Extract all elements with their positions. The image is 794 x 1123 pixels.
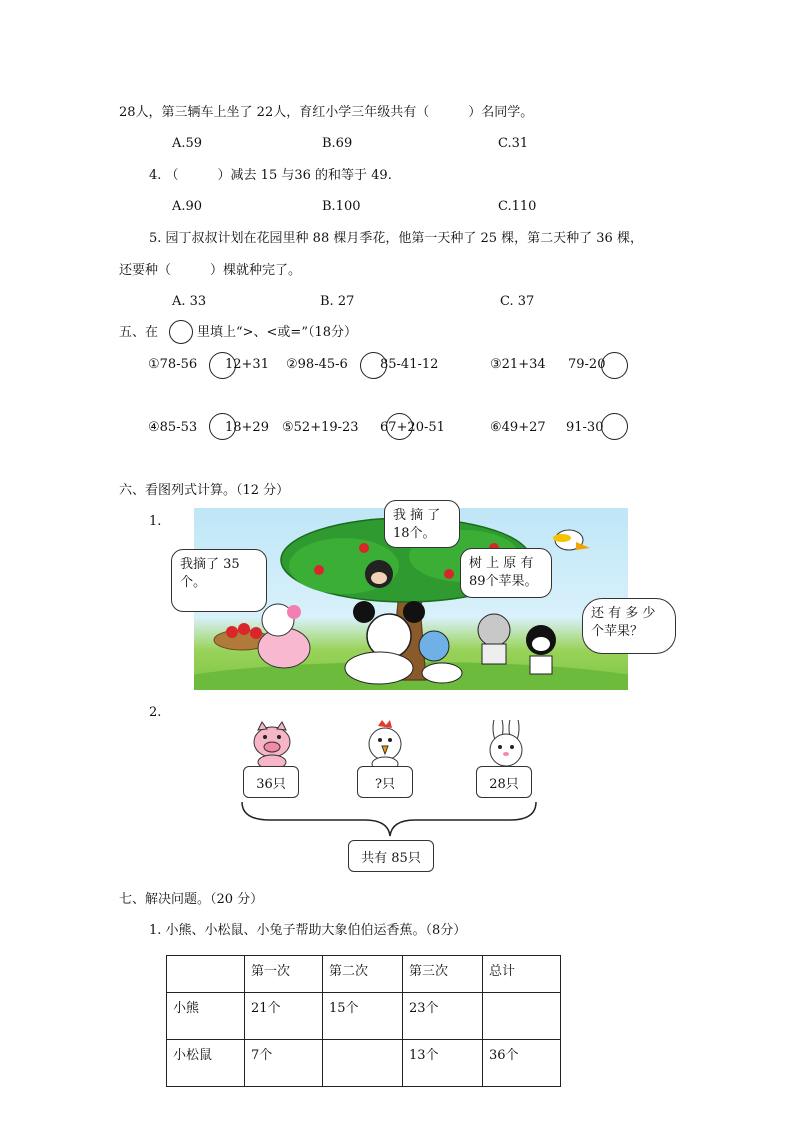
compare-1-left: ①78-56 (148, 357, 198, 372)
bubble-4-text: 还 有 多 少 个苹果？ (591, 606, 656, 639)
q3-line: 28人，第三辆车上坐了 22人，育红小学三年级共有（ ）名同学。 (119, 105, 534, 120)
compare-3-circle[interactable] (601, 352, 628, 379)
q4-option-b: B.100 (322, 199, 361, 214)
table-header-cell: 总计 (483, 956, 561, 993)
title-circle-icon (169, 320, 193, 344)
section7-title: 七、解决问题。（20 分） (119, 892, 264, 907)
q3-option-a: A.59 (172, 136, 203, 151)
rabbit-count-label: 28只 (489, 776, 519, 792)
table-cell: 小熊 (167, 993, 245, 1040)
section7-q1: 1. 小熊、小松鼠、小兔子帮助大象伯伯运香蕉。（8分） (149, 923, 467, 938)
total-count-label: 共有 85只 (361, 850, 421, 866)
q5-option-b: B. 27 (320, 294, 355, 309)
compare-6-right: 91-30 (566, 420, 604, 435)
q5-line1: 5. 园丁叔叔计划在花园里种 88 棵月季花，他第一天种了 25 棵，第二天种了 36 棵， (149, 231, 643, 246)
banana-table (166, 955, 561, 1087)
section5-title-pre: 五、在 (119, 325, 159, 340)
compare-2-right: 85-41-12 (380, 357, 439, 372)
table-row (167, 1040, 561, 1087)
speech-bubble-3 (460, 548, 552, 598)
chick-icon (369, 720, 401, 771)
rabbit-count-box (476, 766, 532, 798)
compare-3-left: ③21+34 (490, 357, 546, 372)
table-cell: 15个 (323, 993, 403, 1040)
compare-5-left: ⑤52+19-23 (282, 420, 359, 435)
table-header-cell: 第一次 (245, 956, 323, 993)
section6-q2-label: 2. (149, 705, 162, 720)
table-cell: 小松鼠 (167, 1040, 245, 1087)
table-cell: 13个 (403, 1040, 483, 1087)
q4-line: 4. （ ）减去 15 与36 的和等于 49. (149, 168, 392, 183)
compare-6-left: ⑥49+27 (490, 420, 546, 435)
pig-icon (254, 722, 290, 769)
bubble-2-text: 我 摘 了 18个。 (393, 508, 441, 541)
table-header-row (167, 956, 561, 993)
compare-3-right: 79-20 (568, 357, 606, 372)
q5-line2: 还要种（ ）棵就种完了。 (119, 263, 302, 278)
chick-count-box (357, 766, 413, 798)
bubble-1-text: 我摘了 35 个。 (180, 557, 240, 590)
section6-title: 六、看图列式计算。（12 分） (119, 483, 290, 498)
q5-option-a: A. 33 (172, 294, 207, 309)
table-cell: 7个 (245, 1040, 323, 1087)
q4-option-a: A.90 (172, 199, 203, 214)
compare-5-right: 67+20-51 (380, 420, 445, 435)
section5-title-post: 里填上“>、<或=”（18分） (197, 325, 358, 340)
pig-count-label: 36只 (256, 776, 286, 792)
q5-option-c: C. 37 (500, 294, 535, 309)
table-cell: 36个 (483, 1040, 561, 1087)
table-cell[interactable] (483, 993, 561, 1040)
speech-bubble-4 (582, 598, 676, 654)
q4-option-c: C.110 (498, 199, 537, 214)
compare-6-circle[interactable] (601, 413, 628, 440)
bubble-3-text: 树 上 原 有 89个苹果。 (469, 556, 538, 589)
compare-2-left: ②98-45-6 (286, 357, 348, 372)
table-cell: 21个 (245, 993, 323, 1040)
section6-q1-label: 1. (149, 514, 162, 529)
speech-bubble-2 (384, 500, 460, 548)
compare-4-right: 18+29 (225, 420, 269, 435)
speech-bubble-1 (171, 549, 267, 612)
table-cell[interactable] (323, 1040, 403, 1087)
compare-4-left: ④85-53 (148, 420, 198, 435)
q3-option-c: C.31 (498, 136, 529, 151)
table-header-cell (167, 956, 245, 993)
compare-1-right: 12+31 (225, 357, 269, 372)
table-cell: 23个 (403, 993, 483, 1040)
table-header-cell: 第二次 (323, 956, 403, 993)
total-count-box (348, 840, 434, 872)
chick-count-label: ?只 (375, 776, 395, 792)
q3-option-b: B.69 (322, 136, 353, 151)
table-header-cell: 第三次 (403, 956, 483, 993)
pig-count-box (243, 766, 299, 798)
rabbit-icon (490, 720, 522, 766)
table-row (167, 993, 561, 1040)
